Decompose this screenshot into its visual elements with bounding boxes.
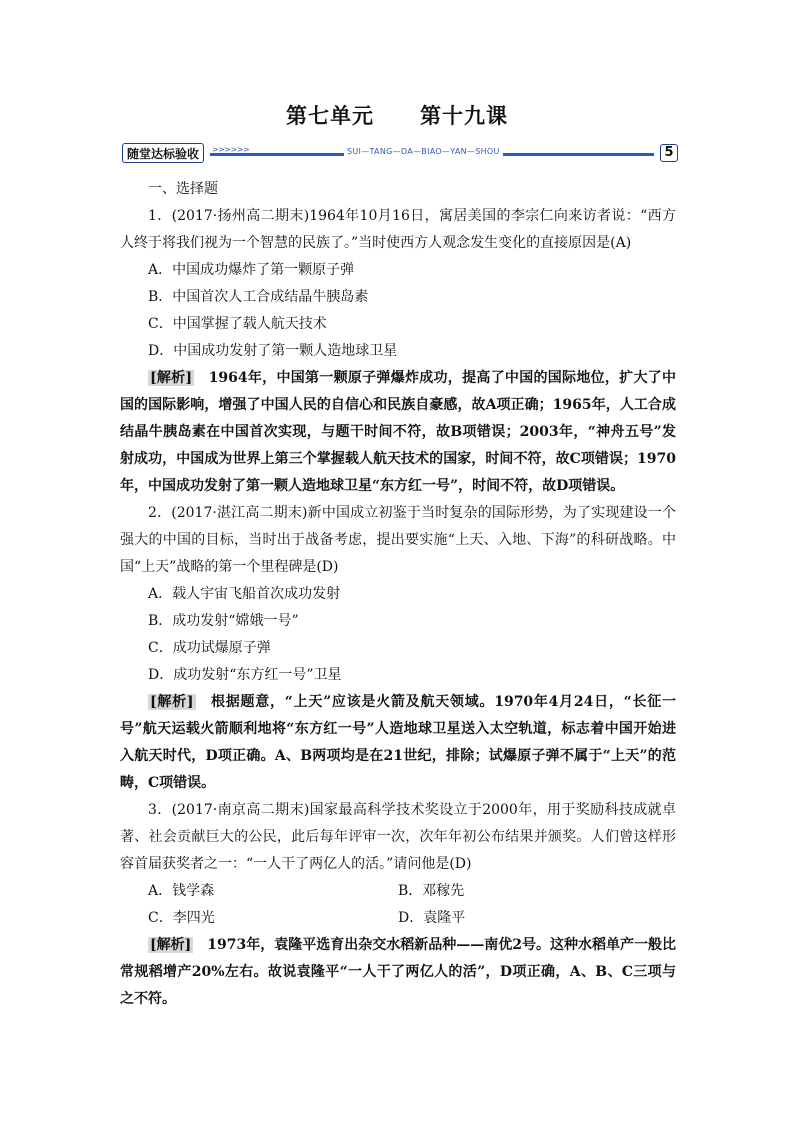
analysis-tag: [解析] <box>150 370 193 386</box>
option: C．李四光 <box>148 910 215 926</box>
option: D．袁隆平 <box>398 910 466 926</box>
question-stem: 1．(2017·扬州高二期末)1964年10月16日，寓居美国的李宗仁向来访者说：“西方人终于将我们视为一个智慧的民族了。”当时使西方人观念发生变化的直接原因是(A) <box>120 208 676 251</box>
banner-arrows: >>>>>> <box>212 145 250 154</box>
section-banner <box>122 143 680 165</box>
section-heading: 一、选择题 <box>148 181 218 197</box>
question-stem: 2．(2017·湛江高二期末)新中国成立初鉴于当时复杂的国际形势，为了实现建设一个强大的中国的目标，当时出于战备考虑，提出要实施“上天、入地、下海”的科研战略。中国“上天”战略的第一个里程碑是(D) <box>120 505 676 575</box>
analysis <box>120 932 676 1013</box>
option-row <box>120 905 676 932</box>
option: C．中国掌握了载人航天技术 <box>148 316 327 332</box>
option: A．钱学森 <box>148 883 215 899</box>
analysis <box>120 689 676 797</box>
analysis-text: 1973年，袁隆平选育出杂交水稻新品种——南优2号。这种水稻单产一般比常规稻增产20%左右。故说袁隆平“一人干了两亿人的活”，D项正确，A、B、C三项与之不符。 <box>120 937 676 1007</box>
option: A．载人宇宙飞船首次成功发射 <box>148 586 341 602</box>
option: D．中国成功发射了第一颗人造地球卫星 <box>148 343 398 359</box>
analysis-text: 根据题意，“上天”应该是火箭及航天领域。1970年4月24日，“长征一号”航天运载火箭顺利地将“东方红一号”人造地球卫星送入太空轨道，标志着中国开始进入航天时代，D项正确。A、B两项均是在21世纪，排除；试爆原子弹不属于“上天”的范畴，C项错误。 <box>120 694 676 791</box>
exercise-content <box>120 176 676 1013</box>
option: A．中国成功爆炸了第一颗原子弹 <box>148 262 355 278</box>
option: C．成功试爆原子弹 <box>148 640 271 656</box>
analysis-tag: [解析] <box>150 937 192 953</box>
banner-pinyin: SUI—TANG—DA—BIAO—YAN—SHOU <box>344 147 503 156</box>
unit-title: 第七单元 <box>286 103 374 128</box>
page-title <box>0 100 794 130</box>
option-row <box>120 878 676 905</box>
banner-label: 随堂达标验收 <box>122 143 204 163</box>
analysis <box>120 365 676 500</box>
analysis-text: 1964年，中国第一颗原子弹爆炸成功，提高了中国的国际地位，扩大了中国的国际影响，增强了中国人民的自信心和民族自豪感，故A项正确；1965年，人工合成结晶牛胰岛素在中国首次实现，与题干时间不符，故B项错误；2003年，“神舟五号”发射成功，中国成为世界上第三个掌握载人航天技术的国家，时间不符，故C项错误；1970年，中国成功发射了第一颗人造地球卫星“东方红一号”，时间不符，故D项错误。 <box>120 370 676 494</box>
option: D．成功发射“东方红一号”卫星 <box>148 667 342 683</box>
option: B．中国首次人工合成结晶牛胰岛素 <box>148 289 369 305</box>
banner-number-badge: 5 <box>660 144 678 162</box>
analysis-tag: [解析] <box>150 694 194 710</box>
option: B．邓稼先 <box>398 883 465 899</box>
question-stem: 3．(2017·南京高二期末)国家最高科学技术奖设立于2000年，用于奖励科技成就卓著、社会贡献巨大的公民，此后每年评审一次，次年年初公布结果并颁奖。人们曾这样形容首届获奖者之一：“一人干了两亿人的活。”请问他是(D) <box>120 802 676 872</box>
lesson-title: 第十九课 <box>420 103 508 128</box>
option: B．成功发射“嫦娥一号” <box>148 613 299 629</box>
